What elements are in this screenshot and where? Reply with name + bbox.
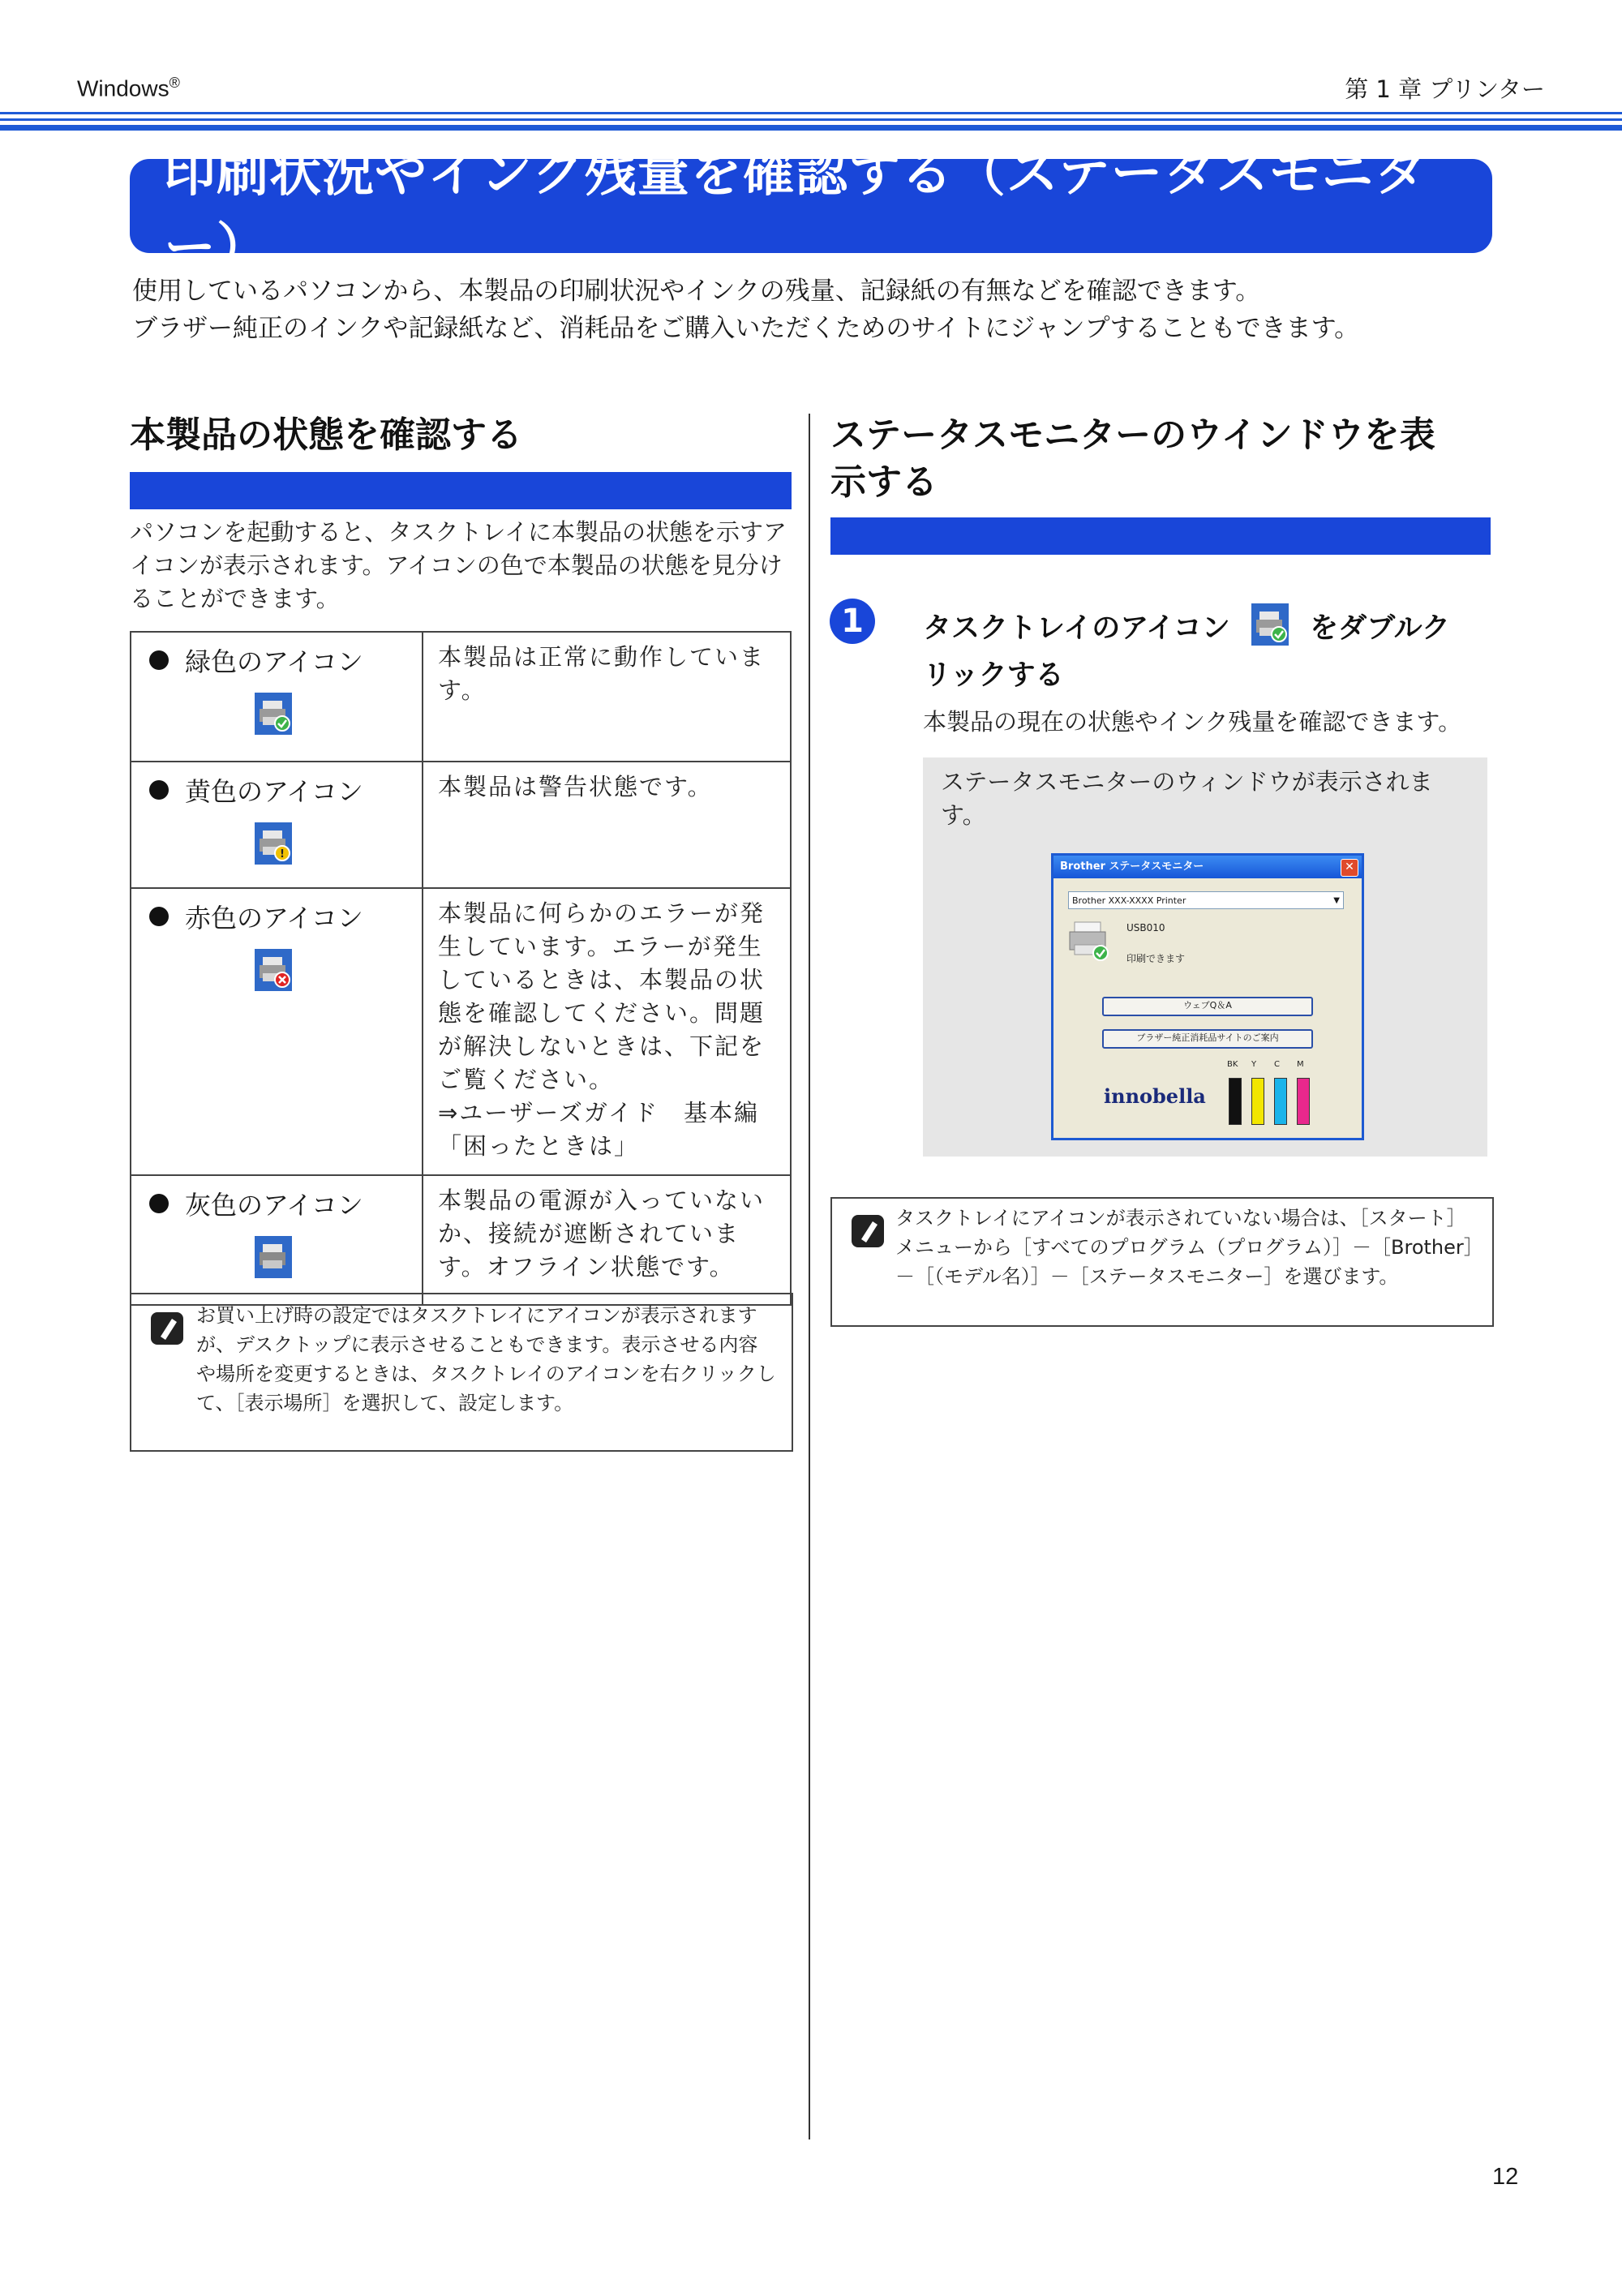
- bullet-icon: [149, 650, 169, 670]
- intro-line: ブラザー純正のインクや記録紙など、消耗品をご購入いただくためのサイトにジャンプすることもできます。: [132, 314, 1360, 343]
- supplies-site-button[interactable]: ブラザー純正消耗品サイトのご案内: [1102, 1029, 1313, 1049]
- printer-red-error-icon: [255, 949, 292, 991]
- row-description-text: 本製品に何らかのエラーが発生しています。エラーが発生しているときは、本製品の状態を確認してください。問題が解決しないときは、下記をご覧ください。: [438, 899, 766, 1093]
- ink-level-bk: [1229, 1078, 1242, 1125]
- ink-level-c: [1274, 1078, 1287, 1125]
- printer-select[interactable]: [1068, 891, 1344, 909]
- row-description: 本製品は警告状態です。: [438, 773, 713, 800]
- page-title-banner: [130, 144, 1492, 278]
- close-icon[interactable]: ✕: [1341, 859, 1358, 877]
- printer-yellow-warning-icon: [255, 822, 292, 865]
- chevron-down-icon: ▼: [1333, 896, 1340, 905]
- printer-green-check-icon: [1251, 603, 1289, 646]
- printer-select-value: Brother XXX-XXXX Printer: [1072, 895, 1186, 906]
- step-title-part: をダブルク: [1310, 612, 1450, 645]
- left-section-body: パソコンを起動すると、タスクトレイに本製品の状態を示すアイコンが表示されます。アイコンの色で本製品の状態を見分けることができます。: [130, 518, 787, 612]
- section-bar: [830, 517, 1491, 555]
- intro-line: 使用しているパソコンから、本製品の印刷状況やインクの残量、記録紙の有無などを確認できます。: [132, 277, 1261, 306]
- intro-text: [132, 273, 1511, 347]
- ink-label: C: [1274, 1060, 1280, 1069]
- ink-label: Y: [1251, 1060, 1257, 1069]
- step-title-part: リックする: [923, 659, 1064, 692]
- column-divider: [809, 414, 810, 2139]
- bullet-icon: [149, 907, 169, 926]
- ink-label: M: [1297, 1060, 1304, 1069]
- row-label: 緑色のアイコン: [185, 646, 363, 677]
- step-description: 本製品の現在の状態やインク残量を確認できます。: [923, 708, 1462, 736]
- left-note-text: お買い上げ時の設定ではタスクトレイにアイコンが表示されますが、デスクトップに表示させることもできます。表示させる内容や場所を変更するときは、タスクトレイのアイコンを右クリックして、［表示場所］を選択して、設定します。: [196, 1304, 776, 1414]
- step-number-badge: 1: [830, 599, 875, 644]
- table-row: [131, 888, 791, 1175]
- svg-text:!: !: [280, 848, 285, 860]
- heading-line: ステータスモニターのウインドウを表: [830, 414, 1435, 456]
- printer-status-text: 印刷できます: [1126, 953, 1186, 964]
- table-row: [131, 632, 791, 762]
- icon-status-table: [130, 631, 792, 1306]
- step-title-part: タスクトレイのアイコン: [923, 612, 1230, 645]
- row-description: [423, 889, 790, 1174]
- bullet-icon: [149, 780, 169, 800]
- step-title: [923, 603, 1491, 699]
- ink-level-m: [1297, 1078, 1310, 1125]
- panel-caption: ステータスモニターのウィンドウが表示されます。: [941, 768, 1433, 829]
- header-rule: [0, 118, 1622, 121]
- row-description: 本製品は正常に動作しています。: [438, 643, 766, 704]
- header-rule: [0, 112, 1622, 114]
- memo-icon: [151, 1312, 183, 1345]
- right-note-text: タスクトレイにアイコンが表示されていない場合は、［スタート］メニューから［すべてのプログラム（プログラム）］－［Brother］－［（モデル名）］－［ステータスモニター］を選びます。: [895, 1207, 1474, 1288]
- user-guide-reference: ⇒ユーザーズガイド 基本編「困ったときは」: [438, 1099, 759, 1160]
- status-monitor-window: [1051, 853, 1364, 1140]
- heading-line: 示する: [830, 461, 938, 503]
- bullet-icon: [149, 1194, 169, 1213]
- port-label: USB010: [1126, 922, 1165, 933]
- header-rule: [0, 125, 1622, 131]
- left-note-box: [130, 1293, 793, 1452]
- innobella-logo: innobella: [1104, 1084, 1206, 1108]
- printer-green-check-icon: [255, 693, 292, 735]
- row-label: 赤色のアイコン: [185, 903, 363, 933]
- table-row: [131, 1175, 791, 1305]
- window-title: Brother ステータスモニター: [1060, 860, 1204, 873]
- memo-icon: [852, 1215, 884, 1247]
- row-label: 黄色のアイコン: [185, 776, 363, 807]
- printer-status-icon: [1068, 917, 1110, 963]
- ink-label: BK: [1227, 1060, 1238, 1069]
- row-description: 本製品の電源が入っていないか、接続が遮断されています。オフライン状態です。: [438, 1187, 766, 1281]
- page-title: 印刷状況やインク残量を確認する（ステータスモニター）: [164, 144, 1427, 278]
- table-row: [131, 762, 791, 888]
- header-chapter: 第 1 章 プリンター: [1345, 75, 1545, 103]
- right-note-box: [830, 1197, 1494, 1327]
- left-section-heading: 本製品の状態を確認する: [130, 414, 522, 456]
- section-bar: [130, 472, 792, 509]
- window-titlebar: [1053, 856, 1362, 878]
- row-label: 灰色のアイコン: [185, 1190, 363, 1221]
- page-number: 12: [1492, 2164, 1519, 2190]
- header-product: Windows®: [77, 75, 180, 101]
- right-section-heading: [830, 412, 1495, 506]
- ink-level-y: [1251, 1078, 1264, 1125]
- web-qa-button[interactable]: ウェブQ＆A: [1102, 997, 1313, 1016]
- printer-gray-offline-icon: [255, 1236, 292, 1278]
